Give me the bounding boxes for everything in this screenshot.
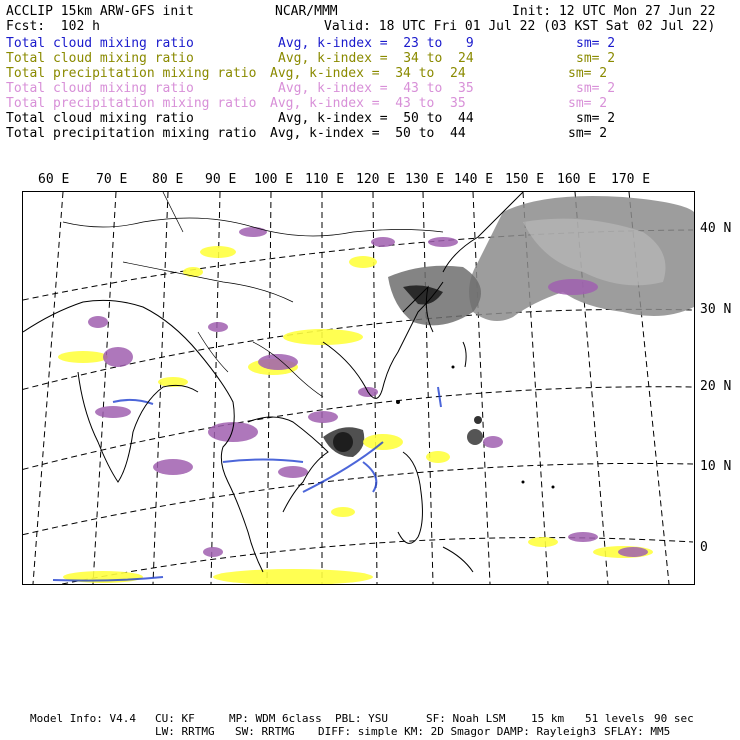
lon-label: 90 E [205, 172, 237, 187]
valid-time: Valid: 18 UTC Fri 01 Jul 22 (03 KST Sat 02 Jul 22) [324, 19, 716, 34]
legend-avg: Avg, k-index = 23 to 9 [278, 36, 474, 51]
legend-field: Total cloud mixing ratio [6, 51, 194, 66]
footer-pbl: PBL: YSU [335, 712, 388, 725]
footer-resolution: 15 km [531, 712, 565, 725]
footer-sf: SF: Noah LSM [426, 712, 506, 725]
legend-sm: sm= 2 [568, 126, 608, 141]
footer-cu: CU: KF [155, 712, 195, 725]
legend-sm: sm= 2 [568, 66, 608, 81]
legend-avg: Avg, k-index = 34 to 24 [270, 66, 466, 81]
legend-row [6, 51, 726, 66]
lon-label: 60 E [38, 172, 70, 187]
lon-label: 150 E [505, 172, 545, 187]
legend-field: Total cloud mixing ratio [6, 36, 194, 51]
map-canvas [23, 192, 694, 584]
upper-cloud-field [323, 196, 694, 457]
legend-avg: Avg, k-index = 50 to 44 [270, 126, 466, 141]
legend-field: Total cloud mixing ratio [6, 111, 194, 126]
footer-lw: LW: RRTMG [155, 725, 215, 738]
lon-label: 140 E [454, 172, 494, 187]
legend-sm: sm= 2 [576, 111, 616, 126]
organization: NCAR/MMM [275, 4, 338, 19]
legend-sm: sm= 2 [576, 51, 616, 66]
legend-field: Total cloud mixing ratio [6, 81, 194, 96]
footer-sw: SW: RRTMG [235, 725, 295, 738]
footer-levels: 51 levels [585, 712, 645, 725]
legend-sm: sm= 2 [576, 36, 616, 51]
legend-row [6, 66, 726, 81]
init-time: Init: 12 UTC Mon 27 Jun 22 [512, 4, 716, 19]
lat-label: 40 N [700, 221, 732, 236]
legend-row [6, 96, 726, 111]
footer-model-info: Model Info: V4.4 [30, 712, 136, 725]
legend-avg: Avg, k-index = 34 to 24 [278, 51, 474, 66]
lat-label: 20 N [700, 379, 732, 394]
mid-cloud-patches [58, 246, 653, 584]
legend-row [6, 126, 726, 141]
legend-field: Total precipitation mixing ratio [6, 126, 257, 141]
legend-avg: Avg, k-index = 50 to 44 [278, 111, 474, 126]
coastlines [23, 192, 523, 572]
legend-field: Total precipitation mixing ratio [6, 66, 257, 81]
forecast-hour: Fcst: 102 h [6, 19, 100, 34]
model-title: ACCLIP 15km ARW-GFS init [6, 4, 194, 19]
lon-label: 110 E [305, 172, 345, 187]
legend-avg: Avg, k-index = 43 to 35 [278, 81, 474, 96]
lat-label: 30 N [700, 302, 732, 317]
lon-label: 170 E [611, 172, 651, 187]
lon-label: 80 E [152, 172, 184, 187]
legend-row [6, 81, 726, 96]
islands [396, 366, 555, 489]
footer-diff: DIFF: simple KM: 2D Smagor DAMP: Rayleigh3 [318, 725, 597, 738]
map-panel[interactable] [22, 191, 695, 585]
lon-label: 100 E [254, 172, 294, 187]
lon-label: 160 E [557, 172, 597, 187]
legend-field: Total precipitation mixing ratio [6, 96, 257, 111]
footer-sflay: SFLAY: MM5 [604, 725, 671, 738]
legend-sm: sm= 2 [568, 96, 608, 111]
footer-timestep: 90 sec [654, 712, 694, 725]
legend-avg: Avg, k-index = 43 to 35 [270, 96, 466, 111]
lon-label: 120 E [356, 172, 396, 187]
legend-row [6, 111, 726, 126]
lat-label: 10 N [700, 459, 732, 474]
lat-label: 0 [700, 540, 708, 555]
lon-label: 130 E [405, 172, 445, 187]
lon-label: 70 E [96, 172, 128, 187]
legend-sm: sm= 2 [576, 81, 616, 96]
footer-mp: MP: WDM 6class [229, 712, 322, 725]
legend-row [6, 36, 726, 51]
